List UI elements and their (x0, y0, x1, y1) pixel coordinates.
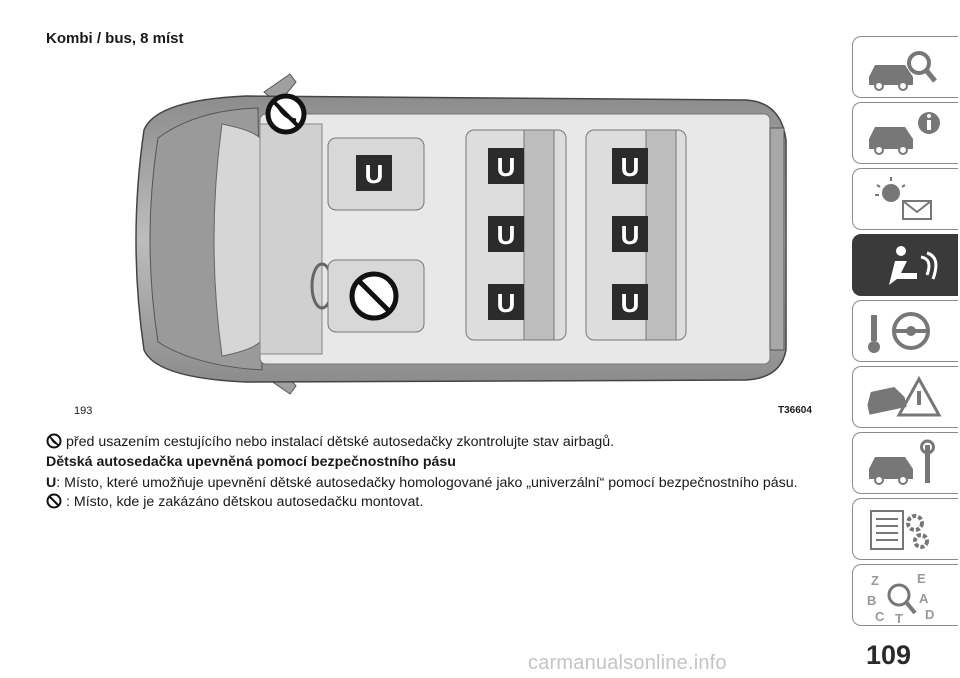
seat-label: U (620, 152, 640, 182)
van-seating-diagram (46, 60, 816, 420)
u-legend (46, 474, 798, 492)
svg-text:C: C (875, 609, 885, 623)
tab-warning-lights[interactable] (852, 168, 958, 230)
key-steering-wheel-icon (861, 305, 951, 359)
car-breakdown-triangle-icon (861, 371, 951, 425)
u-legend-text: : Místo, které umožňuje upevnění dětské autosedačky homologované jako „univerzální“ pomocí bezpečnostního pásu. (56, 475, 798, 491)
airbag-note (46, 433, 614, 454)
car-wrench-icon (861, 437, 951, 491)
forbidden-legend (46, 493, 423, 514)
warning-light-message-icon (861, 173, 951, 227)
forbidden-seat-icon (352, 274, 396, 318)
page-number: 109 (866, 640, 912, 670)
tab-technical-data[interactable] (852, 498, 958, 560)
svg-text:A: A (919, 591, 929, 606)
seat-label: U (496, 152, 516, 182)
seat-label: U (496, 288, 516, 318)
tab-emergency[interactable] (852, 366, 958, 428)
car-search-icon (861, 41, 951, 95)
alphabetical-index-icon (861, 569, 951, 623)
airbag-seat-icon (861, 239, 951, 293)
airbag-note-text: před usazením cestujícího nebo instalací dětské autosedačky zkontrolujte stav airbagů. (66, 434, 615, 450)
tab-index[interactable] (852, 564, 958, 626)
seat-label: U (620, 288, 640, 318)
no-child-seat-airbag-icon (46, 433, 62, 454)
svg-text:Z: Z (871, 573, 879, 588)
tab-safety[interactable] (852, 234, 958, 296)
svg-text:E: E (917, 571, 926, 586)
tab-car-info[interactable] (852, 102, 958, 164)
svg-text:B: B (867, 593, 877, 608)
car-info-icon (861, 107, 951, 161)
figure-code: T36604 (778, 405, 812, 416)
seat-label: U (496, 220, 516, 250)
forbidden-icon (46, 493, 62, 514)
watermark: carmanualsonline.info (528, 652, 727, 674)
u-legend-label: U (46, 475, 57, 491)
tab-car-search[interactable] (852, 36, 958, 98)
forbidden-legend-text: : Místo, kde je zakázáno dětskou autosedačku montovat. (66, 494, 424, 510)
seat-label: U (620, 220, 640, 250)
chapter-tabs (852, 0, 960, 678)
tab-maintenance[interactable] (852, 432, 958, 494)
svg-text:T: T (895, 611, 903, 623)
specifications-gears-icon (861, 503, 951, 557)
figure-number: 193 (74, 405, 93, 417)
seat-label: U (364, 159, 384, 189)
no-child-seat-airbag-icon (268, 96, 304, 132)
belt-seat-heading: Dětská autosedačka upevněná pomocí bezpečnostního pásu (46, 454, 456, 470)
tab-starting-driving[interactable] (852, 300, 958, 362)
section-title: Kombi / bus, 8 míst (46, 30, 184, 47)
svg-text:D: D (925, 607, 935, 622)
